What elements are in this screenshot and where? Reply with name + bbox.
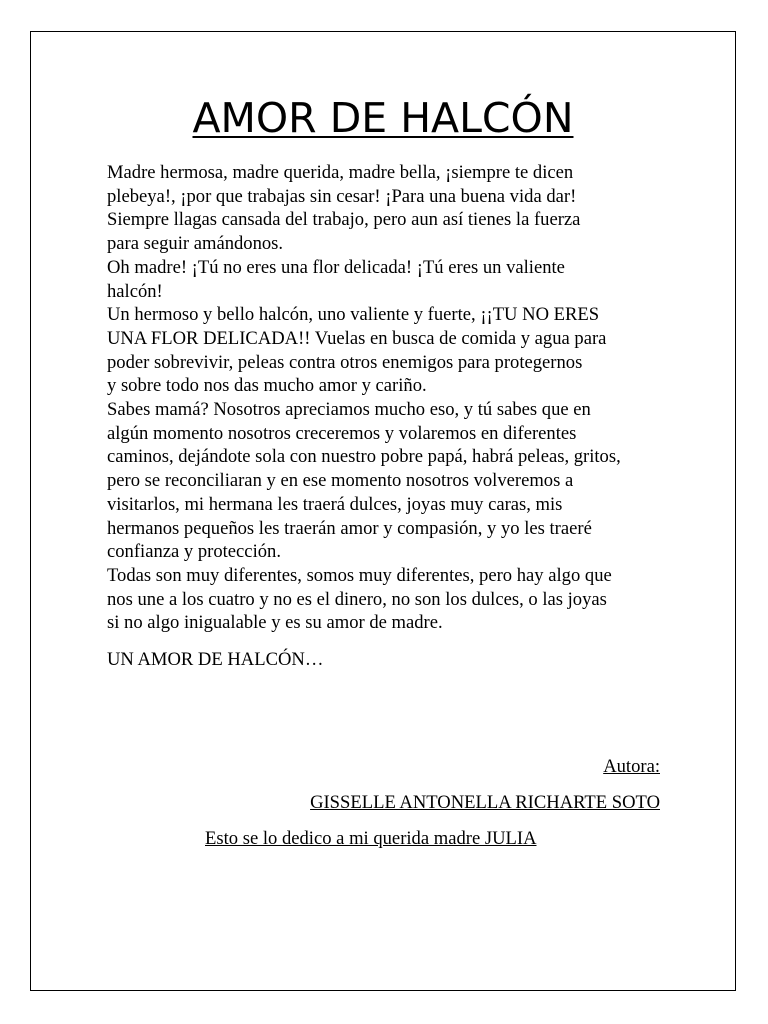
poem-body [107,161,667,635]
body-line: plebeya!, ¡por que trabajas sin cesar! ¡Para una buena vida dar! [107,185,577,207]
dedication-line: Esto se lo dedico a mi querida madre JULIA [205,828,537,849]
body-line: Todas son muy diferentes, somos muy diferentes, pero hay algo que [107,564,612,586]
body-line: UNA FLOR DELICADA!! Vuelas en busca de comida y agua para [107,327,607,349]
body-line: y sobre todo nos das mucho amor y cariño. [107,375,427,397]
body-line: algún momento nosotros creceremos y volaremos en diferentes [107,422,577,444]
body-line: halcón! [107,280,163,302]
body-line: nos une a los cuatro y no es el dinero, no son los dulces, o las joyas [107,588,607,610]
body-line: Sabes mamá? Nosotros apreciamos mucho eso, y tú sabes que en [107,399,591,421]
body-line: pero se reconciliaran y en ese momento nosotros volveremos a [107,470,574,492]
body-line: hermanos pequeños les traerán amor y compasión, y yo les traeré [107,517,592,539]
body-line: si no algo inigualable y es su amor de madre. [107,612,443,634]
body-line: poder sobrevivir, peleas contra otros enemigos para protegernos [107,351,583,373]
body-line: Un hermoso y bello halcón, uno valiente y fuerte, ¡¡TU NO ERES [107,304,600,326]
author-label: Autora: [603,756,660,777]
body-line: caminos, dejándote sola con nuestro pobre papá, habrá peleas, gritos, [107,446,621,468]
closing-line: UN AMOR DE HALCÓN… [107,649,324,670]
body-line: visitarlos, mi hermana les traerá dulces, joyas muy caras, mis [107,493,563,515]
body-line: Oh madre! ¡Tú no eres una flor delicada! ¡Tú eres un valiente [107,256,565,278]
body-line: Madre hermosa, madre querida, madre bella, ¡siempre te dicen [107,162,574,183]
body-line: confianza y protección. [107,541,281,563]
document-title: AMOR DE HALCÓN [192,94,574,142]
body-line: Siempre llagas cansada del trabajo, pero aun así tienes la fuerza [107,209,581,231]
document-page [30,31,736,991]
author-name: GISSELLE ANTONELLA RICHARTE SOTO [310,792,660,813]
body-line: para seguir amándonos. [107,233,284,255]
